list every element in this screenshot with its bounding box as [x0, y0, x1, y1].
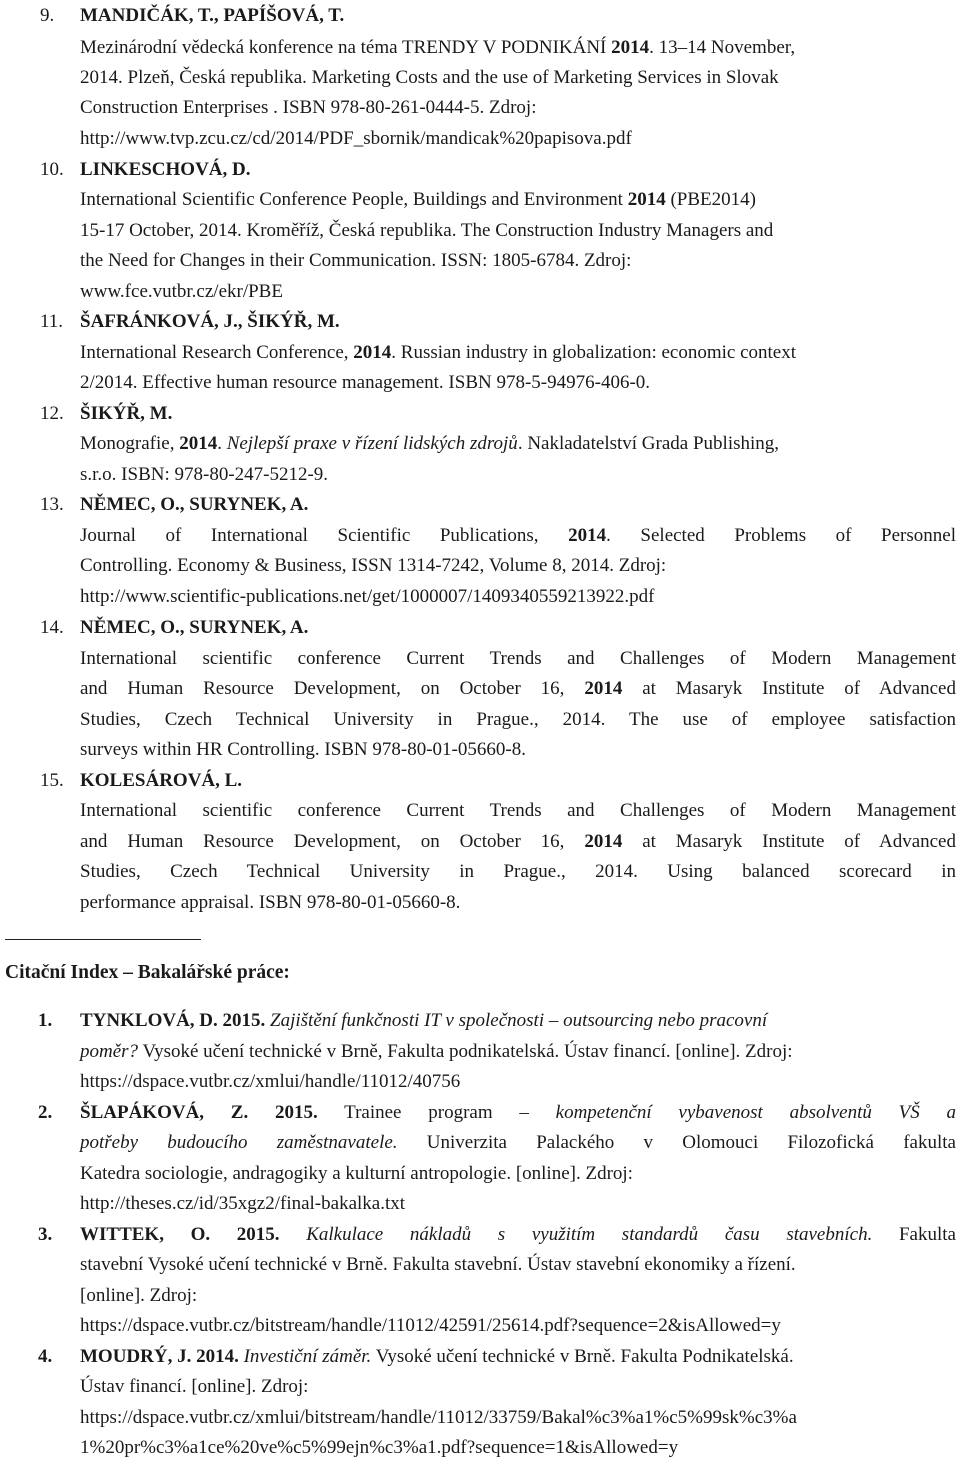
thesis-number: 1.: [38, 1010, 53, 1031]
citation-url: http://www.tvp.zcu.cz/cd/2014/PDF_sbornik/mandicak%20papisova.pdf: [80, 128, 632, 149]
thesis-line: Ústav financí. [online]. Zdroj:: [80, 1376, 309, 1397]
citation-line: Studies, Czech Technical University in Prague., 2014. Using balanced scorecard in: [80, 861, 956, 882]
thesis-url: 1%20pr%c3%a1ce%20ve%c5%99ejn%c3%a1.pdf?sequence=1&isAllowed=y: [80, 1437, 679, 1458]
citation-line: International Research Conference, 2014. Russian industry in globalization: economic context: [80, 342, 796, 363]
thesis-url: https://dspace.vutbr.cz/bitstream/handle/11012/42591/25614.pdf?sequence=2&isAllowed=y: [80, 1315, 781, 1336]
section-heading: Citační Index – Bakalářské práce:: [5, 962, 290, 983]
citation-line: Monografie, 2014. Nejlepší praxe v řízení lidských zdrojů. Nakladatelství Grada Publishing,: [80, 433, 780, 454]
citation-line: 2/2014. Effective human resource management. ISBN 978-5-94976-406-0.: [80, 372, 651, 393]
citation-line: the Need for Changes in their Communication. ISSN: 1805-6784. Zdroj:: [80, 250, 632, 271]
citation-authors: LINKESCHOVÁ, D.: [80, 159, 251, 180]
citation-authors: NĚMEC, O., SURYNEK, A.: [80, 494, 309, 515]
citation-line: International scientific conference Current Trends and Challenges of Modern Management: [80, 648, 956, 669]
citation-number: 11.: [40, 311, 64, 332]
citation-url: www.fce.vutbr.cz/ekr/PBE: [80, 281, 283, 302]
thesis-line: Katedra sociologie, andragogiky a kulturní antropologie. [online]. Zdroj:: [80, 1163, 633, 1184]
thesis-line: ŠLAPÁKOVÁ, Z. 2015. Trainee program – kompetenční vybavenost absolventů VŠ a: [80, 1102, 957, 1123]
thesis-line: [online]. Zdroj:: [80, 1285, 198, 1306]
citation-number: 10.: [40, 159, 64, 180]
citation-line: surveys within HR Controlling. ISBN 978-80-01-05660-8.: [80, 739, 526, 760]
citation-number: 14.: [40, 617, 64, 638]
citation-line: Construction Enterprises . ISBN 978-80-261-0444-5. Zdroj:: [80, 97, 537, 118]
thesis-line: potřeby budoucího zaměstnavatele. Univerzita Palackého v Olomouci Filozofická fakulta: [80, 1132, 956, 1153]
citation-line: Mezinárodní vědecká konference na téma TRENDY V PODNIKÁNÍ 2014. 13–14 November,: [80, 37, 796, 58]
citation-line: 2014. Plzeň, Česká republika. Marketing Costs and the use of Marketing Services in Slovak: [80, 67, 779, 88]
citation-line: and Human Resource Development, on October 16, 2014 at Masaryk Institute of Advanced: [80, 831, 956, 852]
citation-line: Controlling. Economy & Business, ISSN 1314-7242, Volume 8, 2014. Zdroj:: [80, 555, 667, 576]
citation-line: Journal of International Scientific Publications, 2014. Selected Problems of Personnel: [80, 525, 956, 546]
thesis-line: WITTEK, O. 2015. Kalkulace nákladů s využitím standardů času stavebních. Fakulta: [80, 1224, 956, 1245]
citation-line: and Human Resource Development, on October 16, 2014 at Masaryk Institute of Advanced: [80, 678, 956, 699]
thesis-line: stavební Vysoké učení technické v Brně. Fakulta stavební. Ústav stavební ekonomiky a řízení.: [80, 1254, 796, 1275]
thesis-line: poměr? Vysoké učení technické v Brně, Fakulta podnikatelská. Ústav financí. [online]. Zdroj:: [80, 1041, 793, 1062]
citation-number: 15.: [40, 770, 64, 791]
citation-authors: ŠAFRÁNKOVÁ, J., ŠIKÝŘ, M.: [80, 311, 340, 332]
citation-authors: ŠIKÝŘ, M.: [80, 403, 173, 424]
citation-line: International scientific conference Current Trends and Challenges of Modern Management: [80, 800, 956, 821]
citation-number: 12.: [40, 403, 64, 424]
citation-number: 13.: [40, 494, 64, 515]
thesis-line: MOUDRÝ, J. 2014. Investiční záměr. Vysoké učení technické v Brně. Fakulta Podnikatelská.: [80, 1346, 794, 1367]
thesis-number: 4.: [38, 1346, 53, 1367]
thesis-url: https://dspace.vutbr.cz/xmlui/bitstream/handle/11012/33759/Bakal%c3%a1%c5%99sk%c3%a: [80, 1407, 797, 1428]
citation-authors: KOLESÁROVÁ, L.: [80, 770, 243, 791]
citation-line: Studies, Czech Technical University in Prague., 2014. The use of employee satisfaction: [80, 709, 956, 730]
citation-line: s.r.o. ISBN: 978-80-247-5212-9.: [80, 464, 329, 485]
thesis-number: 2.: [38, 1102, 53, 1123]
thesis-line: TYNKLOVÁ, D. 2015. Zajištění funkčnosti IT v společnosti – outsourcing nebo pracovní: [80, 1010, 768, 1031]
citation-line: 15-17 October, 2014. Kroměříž, Česká republika. The Construction Industry Managers and: [80, 220, 774, 241]
citation-line: performance appraisal. ISBN 978-80-01-05660-8.: [80, 892, 461, 913]
citation-authors: MANDIČÁK, T., PAPÍŠOVÁ, T.: [80, 5, 345, 26]
citation-url: http://www.scientific-publications.net/get/1000007/1409340559213922.pdf: [80, 586, 655, 607]
thesis-url: http://theses.cz/id/35xgz2/final-bakalka.txt: [80, 1193, 406, 1214]
thesis-url: https://dspace.vutbr.cz/xmlui/handle/11012/40756: [80, 1071, 461, 1092]
footnote-separator: [5, 939, 201, 940]
thesis-number: 3.: [38, 1224, 53, 1245]
citation-number: 9.: [40, 5, 55, 26]
citation-line: International Scientific Conference People, Buildings and Environment 2014 (PBE2014): [80, 189, 756, 210]
citation-authors: NĚMEC, O., SURYNEK, A.: [80, 617, 309, 638]
